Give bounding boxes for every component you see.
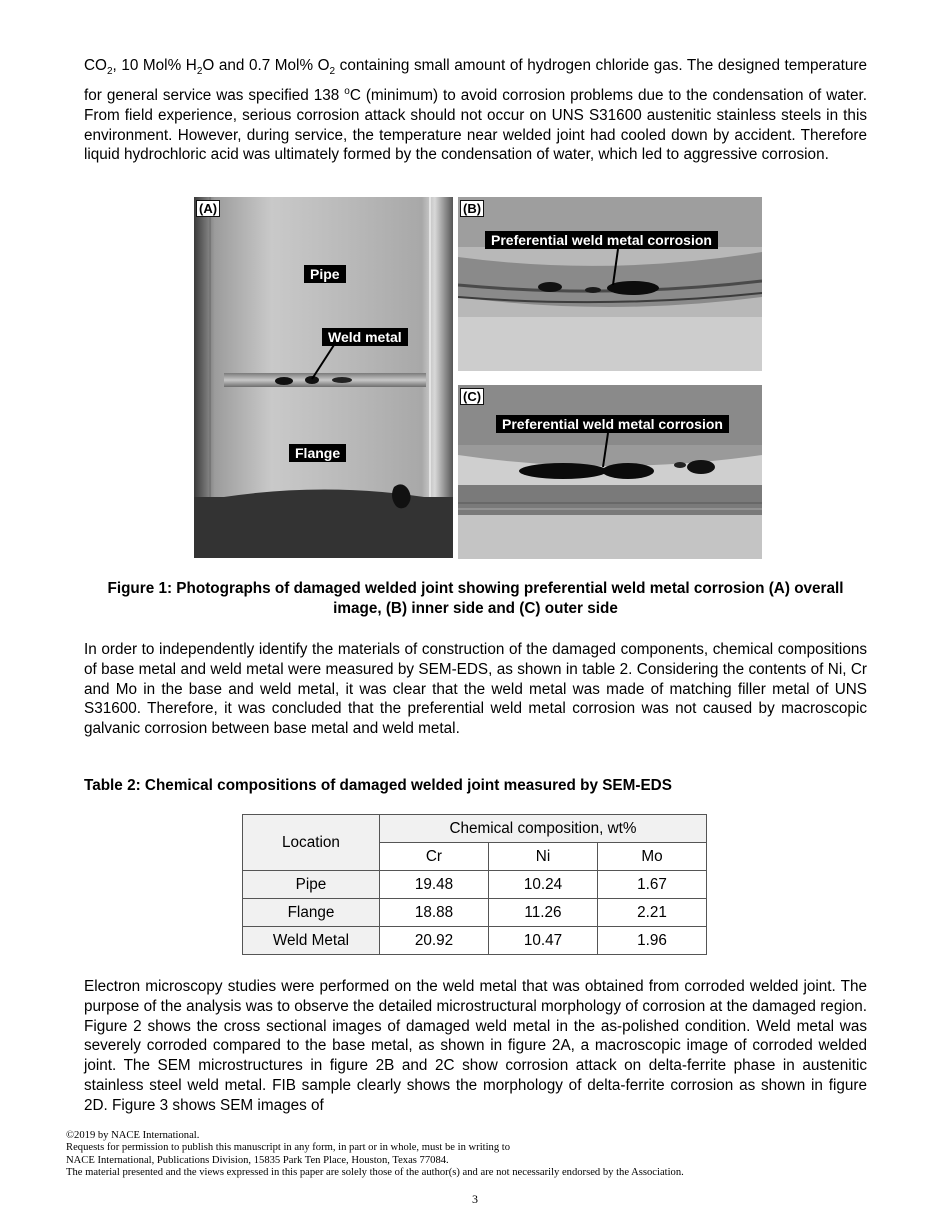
row-location: Flange (243, 899, 380, 927)
row-location: Pipe (243, 871, 380, 899)
flange-tag: Flange (289, 444, 346, 462)
panel-b-label: (B) (460, 200, 484, 217)
composition-header: Chemical composition, wt% (379, 815, 706, 843)
column-header-ni: Ni (488, 843, 597, 871)
cell-mo: 2.21 (598, 899, 707, 927)
table2-title: Table 2: Chemical compositions of damaged welded joint measured by SEM-EDS (84, 777, 672, 794)
location-header: Location (243, 815, 380, 871)
page-number: 3 (472, 1192, 478, 1206)
cell-mo: 1.67 (598, 871, 707, 899)
cell-mo: 1.96 (598, 927, 707, 955)
cell-ni: 11.26 (488, 899, 597, 927)
cell-cr: 18.88 (379, 899, 488, 927)
panel-b-corrosion-tag: Preferential weld metal corrosion (485, 231, 718, 249)
panel-c-label: (C) (460, 388, 484, 405)
paragraph-composition: In order to independently identify the materials of construction of the damaged components, chemical compositions of base metal and weld metal were measured by SEM-EDS, as shown in table 2. Considering the contents of Ni, Cr and Mo in the base and weld metal, it was clear that the weld metal was made of matching filler metal of UNS S31600. Therefore, it was concluded that the preferential weld metal corrosion was not caused by macroscopic galvanic corrosion between base metal and weld metal. (84, 641, 867, 738)
paragraph-microscopy: Electron microscopy studies were performed on the weld metal that was obtained from corroded welded joint. The purpose of the analysis was to observe the detailed microstructural morphology of corrosion at the damaged region. Figure 2 shows the cross sectional images of damaged weld metal in the as-polished condition. Weld metal was severely corroded compared to the base metal, as shown in figure 2A, a macroscopic image of corroded welded joint. The SEM microstructures in figure 2B and 2C show corrosion attack on delta-ferrite phase in austenitic stainless steel weld metal. FIB sample clearly shows the morphology of delta-ferrite corrosion as shown in figure 2D. Figure 3 shows SEM images of (84, 978, 867, 1114)
column-header-mo: Mo (598, 843, 707, 871)
panel-c-corrosion-tag: Preferential weld metal corrosion (496, 415, 729, 433)
paragraph-intro: $CO_2$, 10 Mol% $H_2O$ and 0.7 Mol% $O_2$ containing small amount of hydrogen chloride gas. The designed temperature for general service was specified 138 $^o$C (minimum) to avoid corrosion problems due to the condensation of water. From field experience, serious corrosion attack should not occur on UNS S31600 austenitic stainless steels in this environment. However, during service, the temperature near welded joint had cooled down by accident. Therefore liquid hydrochloric acid was ultimately formed by the condensation of water, which led to aggressive corrosion. (84, 57, 868, 164)
figure1-panel-a-photo (194, 197, 453, 558)
column-header-cr: Cr (379, 843, 488, 871)
figure1-panel-c-photo (458, 385, 762, 559)
footer-copyright: ©2019 by NACE International. (66, 1130, 200, 1141)
chemical-composition-table (242, 814, 707, 955)
table-header-row (243, 815, 707, 843)
cell-cr: 20.92 (379, 927, 488, 955)
figure1-panel-b-photo (458, 197, 762, 371)
table-row (243, 899, 707, 927)
weld-metal-tag: Weld metal (322, 328, 408, 346)
footer-permission: Requests for permission to publish this manuscript in any form, in part or in whole, must be in writing to (66, 1142, 511, 1154)
page-footer (66, 1130, 906, 1180)
figure1-caption: Figure 1: Photographs of damaged welded joint showing preferential weld metal corrosion (A) overall image, (B) inner side and (C) outer side (107, 580, 844, 617)
footer-address: NACE International, Publications Division, 15835 Park Ten Place, Houston, Texas 77084. (66, 1154, 449, 1166)
table-row (243, 871, 707, 899)
cell-cr: 19.48 (379, 871, 488, 899)
row-location: Weld Metal (243, 927, 380, 955)
footer-disclaimer: The material presented and the views expressed in this paper are solely those of the author(s) and are not necessarily endorsed by the Association. (66, 1167, 684, 1179)
table-row (243, 927, 707, 955)
pipe-tag: Pipe (304, 265, 346, 283)
panel-a-label: (A) (196, 200, 220, 217)
cell-ni: 10.47 (488, 927, 597, 955)
cell-ni: 10.24 (488, 871, 597, 899)
